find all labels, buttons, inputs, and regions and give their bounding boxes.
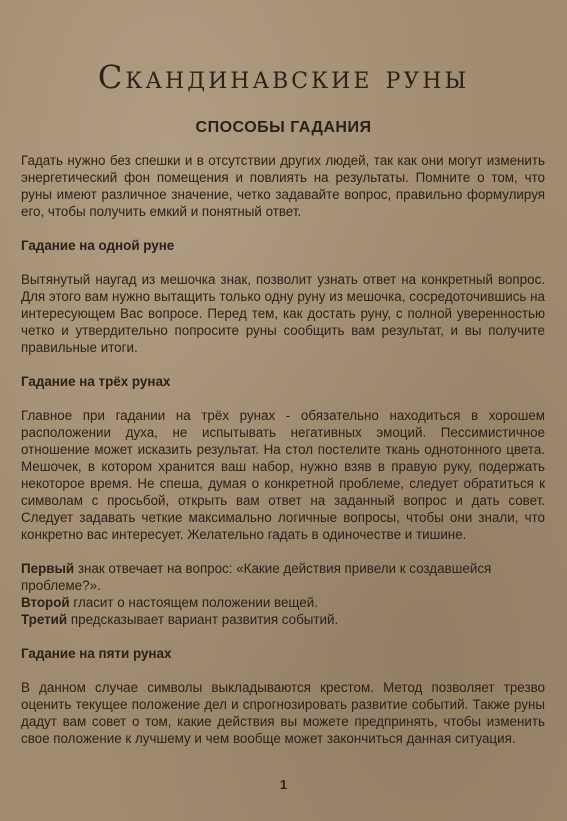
rune-positions-list: [21, 560, 545, 628]
section-title: СПОСОБЫ ГАДАНИЯ: [195, 119, 372, 136]
heading-five-runes: Гадание на пяти рунах: [21, 646, 172, 661]
page-title: Скандинавские руны: [97, 58, 470, 96]
list-item: [21, 611, 545, 628]
list-item: [21, 594, 545, 611]
list-item-text: знак отвечает на вопрос: «Какие действия привели к создавшейся проблеме?».: [21, 561, 492, 593]
list-item-bold: Первый: [21, 561, 75, 576]
paragraph-five-runes: В данном случае символы выкладываются крестом. Метод позволяет трезво оценить текущее положение дел и спрогнозировать развитие событий. Также руны дадут вам совет о том, какие действия вы можете предпринять, чтобы изменить свое положение к лучшему и чем вообще может закончиться данная ситуация.: [21, 680, 545, 746]
list-item-bold: Второй: [21, 595, 70, 610]
heading-three-runes: Гадание на трёх рунах: [21, 374, 171, 389]
paragraph-one-rune: Вытянутый наугад из мешочка знак, позволит узнать ответ на конкретный вопрос. Для этого вам нужно вытащить только одну руну из мешочка, сосредоточившись на интересующем Вас вопросе. Перед тем, как достать руну, с полной уверенностью четко и утвердительно попросите руны сообщить вам результат, и вы получите правильные итоги.: [21, 272, 545, 355]
intro-paragraph: Гадать нужно без спешки и в отсутствии других людей, так как они могут изменить энергетический фон помещения и повлиять на результаты. Помните о том, что руны имеют различное значение, четко задавайте вопрос, правильно формулируя его, чтобы получить емкий и понятный ответ.: [21, 153, 545, 219]
content: [21, 152, 545, 747]
page-number: 1: [279, 777, 288, 792]
list-item-bold: Третий: [21, 612, 68, 627]
list-item-text: предсказывает вариант развития событий.: [67, 612, 339, 627]
list-item-text: гласит о настоящем положении вещей.: [69, 595, 318, 610]
paragraph-three-runes: Главное при гадании на трёх рунах - обязательно находиться в хорошем расположении духа, не испытывать негативных эмоций. Пессимистичное отношение может исказить результат. На стол постелите ткань однотонного цвета. Мешочек, в котором хранится ваш набор, нужно взяв в правую руку, подержать некоторое время. Не спеша, думая о конкретной проблеме, следует обратиться к символам с просьбой, открыть вам ответ на заданный вопрос и дать совет. Следует задавать четкие максимально логичные вопросы, чтобы они знали, что конкретно вас интересует. Желательно гадать в одиночестве и тишине.: [21, 408, 545, 542]
heading-one-rune: Гадание на одной руне: [21, 238, 175, 253]
list-item: [21, 560, 545, 594]
